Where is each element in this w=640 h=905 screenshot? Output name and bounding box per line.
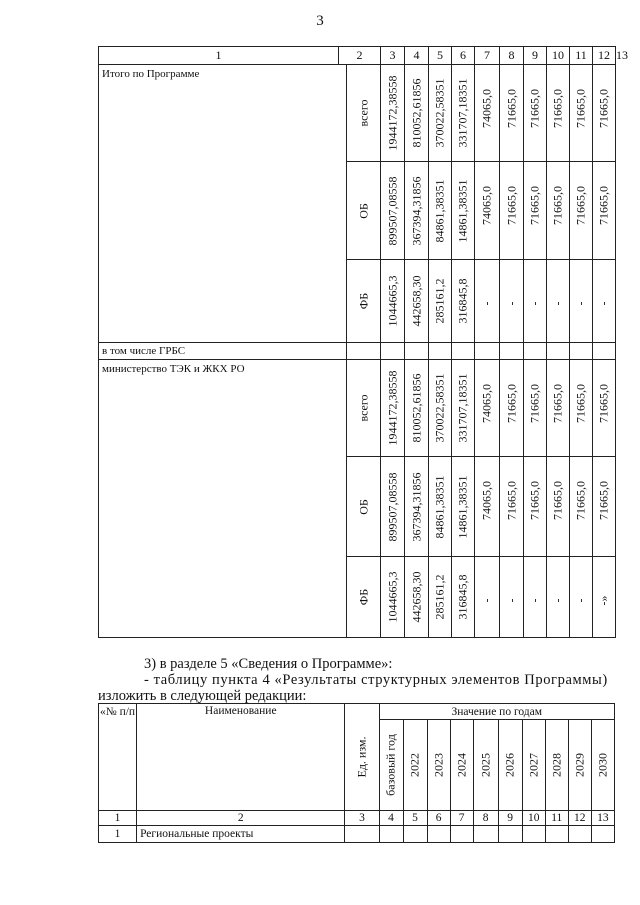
- col-unit-header: Ед. изм.: [345, 704, 379, 811]
- header-cell: 11: [570, 47, 593, 65]
- grbs-row: [99, 343, 616, 360]
- value-cell: 316845,8: [452, 557, 475, 638]
- header-cell: 10: [547, 47, 570, 65]
- value-cell: -»: [593, 557, 616, 638]
- source-cell: ФБ: [347, 557, 381, 638]
- col-values-header: Значение по годам: [379, 704, 615, 720]
- value-cell: 442658,30: [405, 260, 429, 343]
- number-cell: 6: [427, 811, 450, 826]
- value-cell: 71665,0: [547, 65, 570, 162]
- number-cell: 1: [99, 811, 137, 826]
- value-cell: 74065,0: [475, 360, 500, 457]
- value-cell: 84861,38351: [429, 457, 452, 557]
- year-cell: 2029: [568, 720, 591, 811]
- number-cell: 13: [591, 811, 614, 826]
- year-cell: 2022: [403, 720, 427, 811]
- header-cell: 8: [500, 47, 524, 65]
- value-cell: 71665,0: [593, 360, 616, 457]
- number-cell: 8: [473, 811, 498, 826]
- number-cell: 3: [345, 811, 379, 826]
- value-cell: 367394,31856: [405, 457, 429, 557]
- value-cell: 370022,58351: [429, 360, 452, 457]
- section-paragraph: 3) в разделе 5 «Сведения о Программе»:: [144, 656, 393, 672]
- value-cell: 74065,0: [475, 162, 500, 260]
- header-cell: 12: [593, 47, 616, 65]
- value-cell: 899507,08558: [381, 457, 405, 557]
- value-cell: 316845,8: [452, 260, 475, 343]
- value-cell: -: [524, 557, 547, 638]
- value-cell: 331707,18351: [452, 65, 475, 162]
- header-cell: 3: [381, 47, 405, 65]
- year-cell: 2026: [498, 720, 522, 811]
- value-cell: 71665,0: [500, 162, 524, 260]
- value-cell: 84861,38351: [429, 162, 452, 260]
- value-cell: 71665,0: [593, 162, 616, 260]
- page-number: 3: [316, 13, 324, 29]
- header-cell: 6: [452, 47, 475, 65]
- row1-name: Региональные проекты: [137, 826, 345, 843]
- value-cell: 71665,0: [547, 162, 570, 260]
- number-cell: 9: [498, 811, 522, 826]
- header-cell: 1: [99, 47, 339, 65]
- value-cell: 370022,58351: [429, 65, 452, 162]
- value-cell: -: [524, 260, 547, 343]
- grbs-label: в том числе ГРБС: [99, 343, 347, 360]
- value-cell: 71665,0: [500, 65, 524, 162]
- year-cell: 2030: [591, 720, 614, 811]
- value-cell: 71665,0: [524, 162, 547, 260]
- value-cell: 1944172,38558: [381, 65, 405, 162]
- header-cell: 7: [475, 47, 500, 65]
- empty-cell: [500, 343, 524, 360]
- funding-table: [98, 46, 628, 638]
- value-cell: 71665,0: [524, 65, 547, 162]
- source-cell: всего: [347, 65, 381, 162]
- empty-cell: [452, 343, 475, 360]
- value-cell: 71665,0: [547, 360, 570, 457]
- value-cell: 14861,38351: [452, 457, 475, 557]
- source-cell: ФБ: [347, 260, 381, 343]
- total-label: Итого по Программе: [99, 65, 347, 343]
- header-row: 1 2 3 4 5 6 7 8 9 10 11 12 13: [99, 47, 616, 65]
- value-cell: 285161,2: [429, 260, 452, 343]
- col-number-header: «№ п/п: [99, 704, 137, 811]
- value-cell: 71665,0: [524, 360, 547, 457]
- number-cell: 12: [568, 811, 591, 826]
- value-cell: -: [475, 557, 500, 638]
- value-cell: 810052,61856: [405, 360, 429, 457]
- value-cell: 1944172,38558: [381, 360, 405, 457]
- value-cell: 74065,0: [475, 457, 500, 557]
- value-cell: 71665,0: [570, 65, 593, 162]
- number-cell: 10: [522, 811, 545, 826]
- value-cell: -: [547, 557, 570, 638]
- row1-number: 1: [99, 826, 137, 843]
- empty-cell: [524, 343, 547, 360]
- value-cell: -: [500, 260, 524, 343]
- empty-cell: [381, 343, 405, 360]
- value-cell: 74065,0: [475, 65, 500, 162]
- value-cell: 71665,0: [593, 65, 616, 162]
- value-cell: 71665,0: [593, 457, 616, 557]
- year-cell: 2027: [522, 720, 545, 811]
- value-cell: 1044665,3: [381, 260, 405, 343]
- year-cell: 2025: [473, 720, 498, 811]
- value-cell: 71665,0: [570, 360, 593, 457]
- value-cell: -: [547, 260, 570, 343]
- year-cell: базовый год: [379, 720, 403, 811]
- value-cell: -: [570, 260, 593, 343]
- value-cell: 331707,18351: [452, 360, 475, 457]
- number-cell: 11: [545, 811, 568, 826]
- value-cell: 71665,0: [570, 162, 593, 260]
- number-cell: 5: [403, 811, 427, 826]
- empty-cell: [547, 343, 570, 360]
- number-cell: 2: [137, 811, 345, 826]
- value-cell: -: [500, 557, 524, 638]
- year-cell: 2023: [427, 720, 450, 811]
- ministry-row: [99, 360, 616, 457]
- value-cell: 71665,0: [500, 360, 524, 457]
- source-cell: ОБ: [347, 162, 381, 260]
- year-cell: 2028: [545, 720, 568, 811]
- header-cell: 2: [339, 47, 381, 65]
- value-cell: 71665,0: [524, 457, 547, 557]
- value-cell: 71665,0: [500, 457, 524, 557]
- header-cell: 4: [405, 47, 429, 65]
- value-cell: 285161,2: [429, 557, 452, 638]
- value-cell: 367394,31856: [405, 162, 429, 260]
- value-cell: -: [593, 260, 616, 343]
- number-cell: 7: [450, 811, 473, 826]
- value-cell: 71665,0: [570, 457, 593, 557]
- total-row: [99, 65, 616, 162]
- value-cell: 71665,0: [547, 457, 570, 557]
- instruction-continued: изложить в следующей редакции:: [98, 688, 307, 704]
- source-cell: всего: [347, 360, 381, 457]
- number-cell: 4: [379, 811, 403, 826]
- value-cell: 810052,61856: [405, 65, 429, 162]
- source-cell: ОБ: [347, 457, 381, 557]
- value-cell: 14861,38351: [452, 162, 475, 260]
- col-name-header: Наименование: [137, 704, 345, 811]
- empty-cell: [405, 343, 429, 360]
- empty-cell: [570, 343, 593, 360]
- value-cell: 899507,08558: [381, 162, 405, 260]
- header-cell: 5: [429, 47, 452, 65]
- results-table: [98, 703, 615, 843]
- instruction-paragraph: - таблицу пункта 4 «Результаты структурных элементов Программы): [144, 672, 608, 688]
- empty-cell: [475, 343, 500, 360]
- ministry-label: министерство ТЭК и ЖКХ РО: [99, 360, 347, 638]
- header-cell: 9: [524, 47, 547, 65]
- value-cell: -: [475, 260, 500, 343]
- empty-cell: [593, 343, 616, 360]
- value-cell: -: [570, 557, 593, 638]
- year-cell: 2024: [450, 720, 473, 811]
- value-cell: 1044665,3: [381, 557, 405, 638]
- value-cell: 442658,30: [405, 557, 429, 638]
- empty-cell: [429, 343, 452, 360]
- empty-cell: [347, 343, 381, 360]
